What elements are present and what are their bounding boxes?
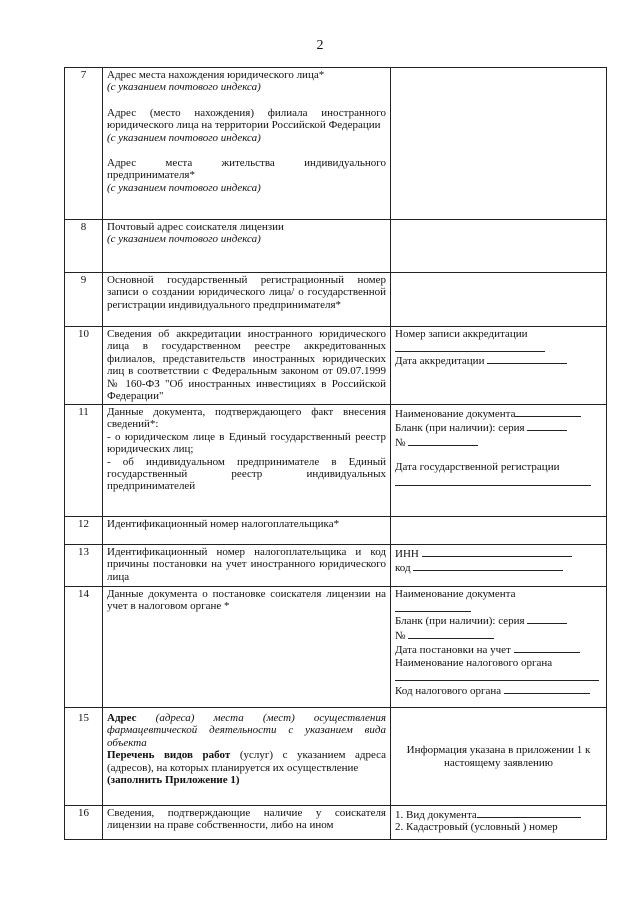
- row-number: 9: [65, 273, 103, 327]
- works-bold-label: Перечень видов работ: [107, 749, 231, 762]
- registration-date-label: Дата государственной регистрации: [395, 461, 560, 474]
- label-line: Сведения, подтверждающие наличие у соискателя лицензии на праве собственности, либо на ином: [107, 807, 386, 832]
- label-line: Адрес места жительства индивидуального предпринимателя*: [107, 157, 386, 182]
- row-value-cell[interactable]: [391, 68, 607, 220]
- row-value-cell[interactable]: [391, 708, 607, 806]
- tax-registration-date-label: Дата постановки на учет: [395, 644, 511, 657]
- number-field[interactable]: [408, 435, 478, 446]
- document-name-field[interactable]: [515, 406, 581, 417]
- tax-number-field[interactable]: [408, 628, 494, 639]
- row-value-cell[interactable]: [391, 545, 607, 587]
- tax-doc-name-field[interactable]: [395, 600, 471, 612]
- label-line: - о юридическом лице в Единый государственный реестр юридических лиц;: [107, 430, 386, 456]
- label-line: Почтовый адрес соискателя лицензии: [107, 221, 284, 233]
- accreditation-number-field[interactable]: [395, 340, 545, 352]
- row-label: [103, 405, 391, 517]
- row-number: 11: [65, 405, 103, 517]
- application-form-table: [64, 67, 607, 840]
- row-label: [103, 517, 391, 545]
- row-label: [103, 68, 391, 220]
- doc-type-label: 1. Вид документа: [395, 809, 477, 821]
- table-row: [65, 517, 607, 545]
- table-row: [65, 405, 607, 517]
- row-label: [103, 806, 391, 840]
- table-row: [65, 327, 607, 405]
- appendix-reference-note: Информация указана в приложении 1 к настоящему заявлению: [406, 744, 591, 769]
- label-line: Основной государственный регистрационный номер записи о создании юридического лица/ о государственной регистрации индивидуального предпринимателя*: [107, 274, 386, 311]
- row-value-cell[interactable]: [391, 405, 607, 517]
- row-number: 14: [65, 587, 103, 708]
- tax-authority-code-field[interactable]: [504, 683, 590, 694]
- row-value-cell[interactable]: [391, 327, 607, 405]
- table-row: [65, 806, 607, 840]
- row-number: 8: [65, 220, 103, 273]
- label-line: Адрес (место нахождения) филиала иностранного юридического лица на территории Российской Федерации: [107, 106, 386, 132]
- tax-doc-name-label: Наименование документа: [395, 588, 516, 600]
- row-number: 15: [65, 708, 103, 806]
- tax-authority-name-label: Наименование налогового органа: [395, 656, 553, 669]
- label-line: - об индивидуальном предпринимателе в Единый государственный реестр индивидуальных предпринимателей: [107, 455, 386, 493]
- accreditation-date-field[interactable]: [487, 353, 567, 364]
- row-value-cell[interactable]: [391, 273, 607, 327]
- row-number: 10: [65, 327, 103, 405]
- inn-field[interactable]: [422, 546, 572, 557]
- table-row: [65, 708, 607, 806]
- cadastral-number-label: 2. Кадастровый (условный ) номер: [395, 821, 558, 834]
- blank-series-label: Бланк (при наличии): серия: [395, 422, 525, 435]
- table-row: [65, 68, 607, 220]
- registration-date-field[interactable]: [395, 474, 591, 486]
- kpp-label: код: [395, 562, 411, 575]
- row-label: [103, 220, 391, 273]
- label-line: Идентификационный номер налогоплательщика*: [107, 518, 340, 530]
- doc-type-field[interactable]: [477, 807, 581, 818]
- blank-series-field[interactable]: [527, 420, 567, 431]
- row-label: [103, 708, 391, 806]
- row-label: [103, 327, 391, 405]
- number-label: №: [395, 436, 406, 449]
- kpp-field[interactable]: [413, 560, 563, 571]
- inn-label: ИНН: [395, 548, 419, 560]
- tax-registration-date-field[interactable]: [514, 642, 580, 653]
- row-number: 12: [65, 517, 103, 545]
- label-line: Сведения об аккредитации иностранного юридического лица в государственном реестре аккредитованных филиалов, представительств иностранных юридических лиц в соответствии с Федеральным законом от 09.07.1999 № 160-ФЗ "Об иностранных инвестициях в Российской Федерации": [107, 328, 386, 403]
- fill-appendix-note: (заполнить Приложение 1): [107, 774, 240, 787]
- row-label: [103, 273, 391, 327]
- table-row: [65, 220, 607, 273]
- row-label: [103, 545, 391, 587]
- row-label: [103, 587, 391, 708]
- label-hint: (с указанием почтового индекса): [107, 131, 261, 144]
- document-name-label: Наименование документа: [395, 408, 516, 420]
- row-value-cell[interactable]: [391, 220, 607, 273]
- address-label-text: (адреса) места (мест) осуществления фармацевтической деятельности с указанием вида объекта: [107, 712, 387, 749]
- label-line: Идентификационный номер налогоплательщика и код причины постановки на учет иностранного юридического лица: [107, 546, 386, 583]
- page-number: 2: [316, 38, 324, 53]
- accreditation-date-label: Дата аккредитации: [395, 355, 485, 368]
- table-row: [65, 545, 607, 587]
- row-value-cell[interactable]: [391, 806, 607, 840]
- tax-authority-name-field[interactable]: [395, 669, 599, 681]
- label-hint: (с указанием почтового индекса): [107, 181, 261, 194]
- row-value-cell[interactable]: [391, 587, 607, 708]
- label-line: Данные документа о постановке соискателя лицензии на учет в налоговом органе *: [107, 588, 386, 613]
- row-number: 16: [65, 806, 103, 840]
- row-number: 13: [65, 545, 103, 587]
- label-hint: (с указанием почтового индекса): [107, 81, 261, 94]
- label-hint: (с указанием почтового индекса): [107, 233, 261, 246]
- tax-blank-series-label: Бланк (при наличии): серия: [395, 615, 525, 628]
- tax-blank-series-field[interactable]: [527, 613, 567, 624]
- row-value-cell[interactable]: [391, 517, 607, 545]
- address-bold-label: Адрес: [107, 712, 137, 724]
- row-number: 7: [65, 68, 103, 220]
- table-row: [65, 587, 607, 708]
- works-label-text: (услуг) с указанием адреса (адресов), на которых планируется их осуществление: [107, 749, 386, 774]
- accreditation-number-label: Номер записи аккредитации: [395, 328, 528, 340]
- tax-number-label: №: [395, 629, 406, 642]
- table-row: [65, 273, 607, 327]
- tax-authority-code-label: Код налогового органа: [395, 685, 502, 698]
- label-line: Данные документа, подтверждающего факт внесения сведений*:: [107, 406, 386, 431]
- label-line: Адрес места нахождения юридического лица*: [107, 69, 325, 81]
